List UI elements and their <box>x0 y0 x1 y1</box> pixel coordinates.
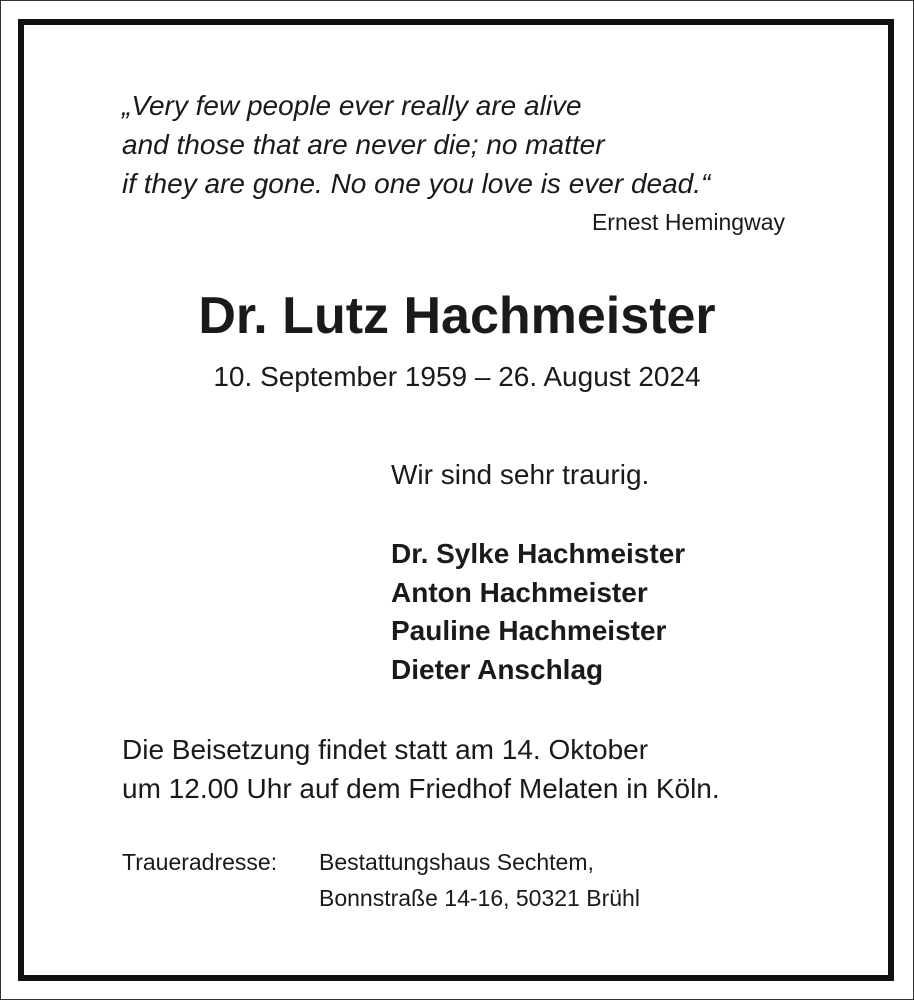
family-member: Dr. Sylke Hachmeister <box>391 538 686 569</box>
funeral-line: um 12.00 Uhr auf dem Friedhof Melaten in Köln. <box>122 773 720 804</box>
family-member: Pauline Hachmeister <box>391 615 667 646</box>
address-row <box>122 844 640 880</box>
family-member: Dieter Anschlag <box>391 653 604 685</box>
condolence-text: Wir sind sehr traurig. <box>391 459 650 490</box>
family-list <box>391 535 685 689</box>
quote-line: „Very few people ever really are alive <box>122 90 582 121</box>
quote-author: Ernest Hemingway <box>591 209 785 235</box>
address-line: Bestattungshaus Sechtem, <box>319 849 594 875</box>
quote-line: if they are gone. No one you love is ever dead.“ <box>122 168 711 199</box>
funeral-announcement <box>122 730 720 808</box>
epigraph-quote <box>122 86 802 203</box>
address-indent <box>122 880 319 916</box>
life-dates: 10. September 1959 – 26. August 2024 <box>213 361 701 392</box>
mourning-address <box>122 844 640 916</box>
address-label: Traueradresse: <box>122 849 278 875</box>
address-line: Bonnstraße 14-16, 50321 Brühl <box>319 885 640 911</box>
quote-line: and those that are never die; no matter <box>122 129 605 160</box>
address-row <box>122 880 640 916</box>
deceased-name: Dr. Lutz Hachmeister <box>198 287 716 345</box>
family-member: Anton Hachmeister <box>391 576 648 608</box>
funeral-line: Die Beisetzung findet statt am 14. Oktober <box>122 734 649 765</box>
